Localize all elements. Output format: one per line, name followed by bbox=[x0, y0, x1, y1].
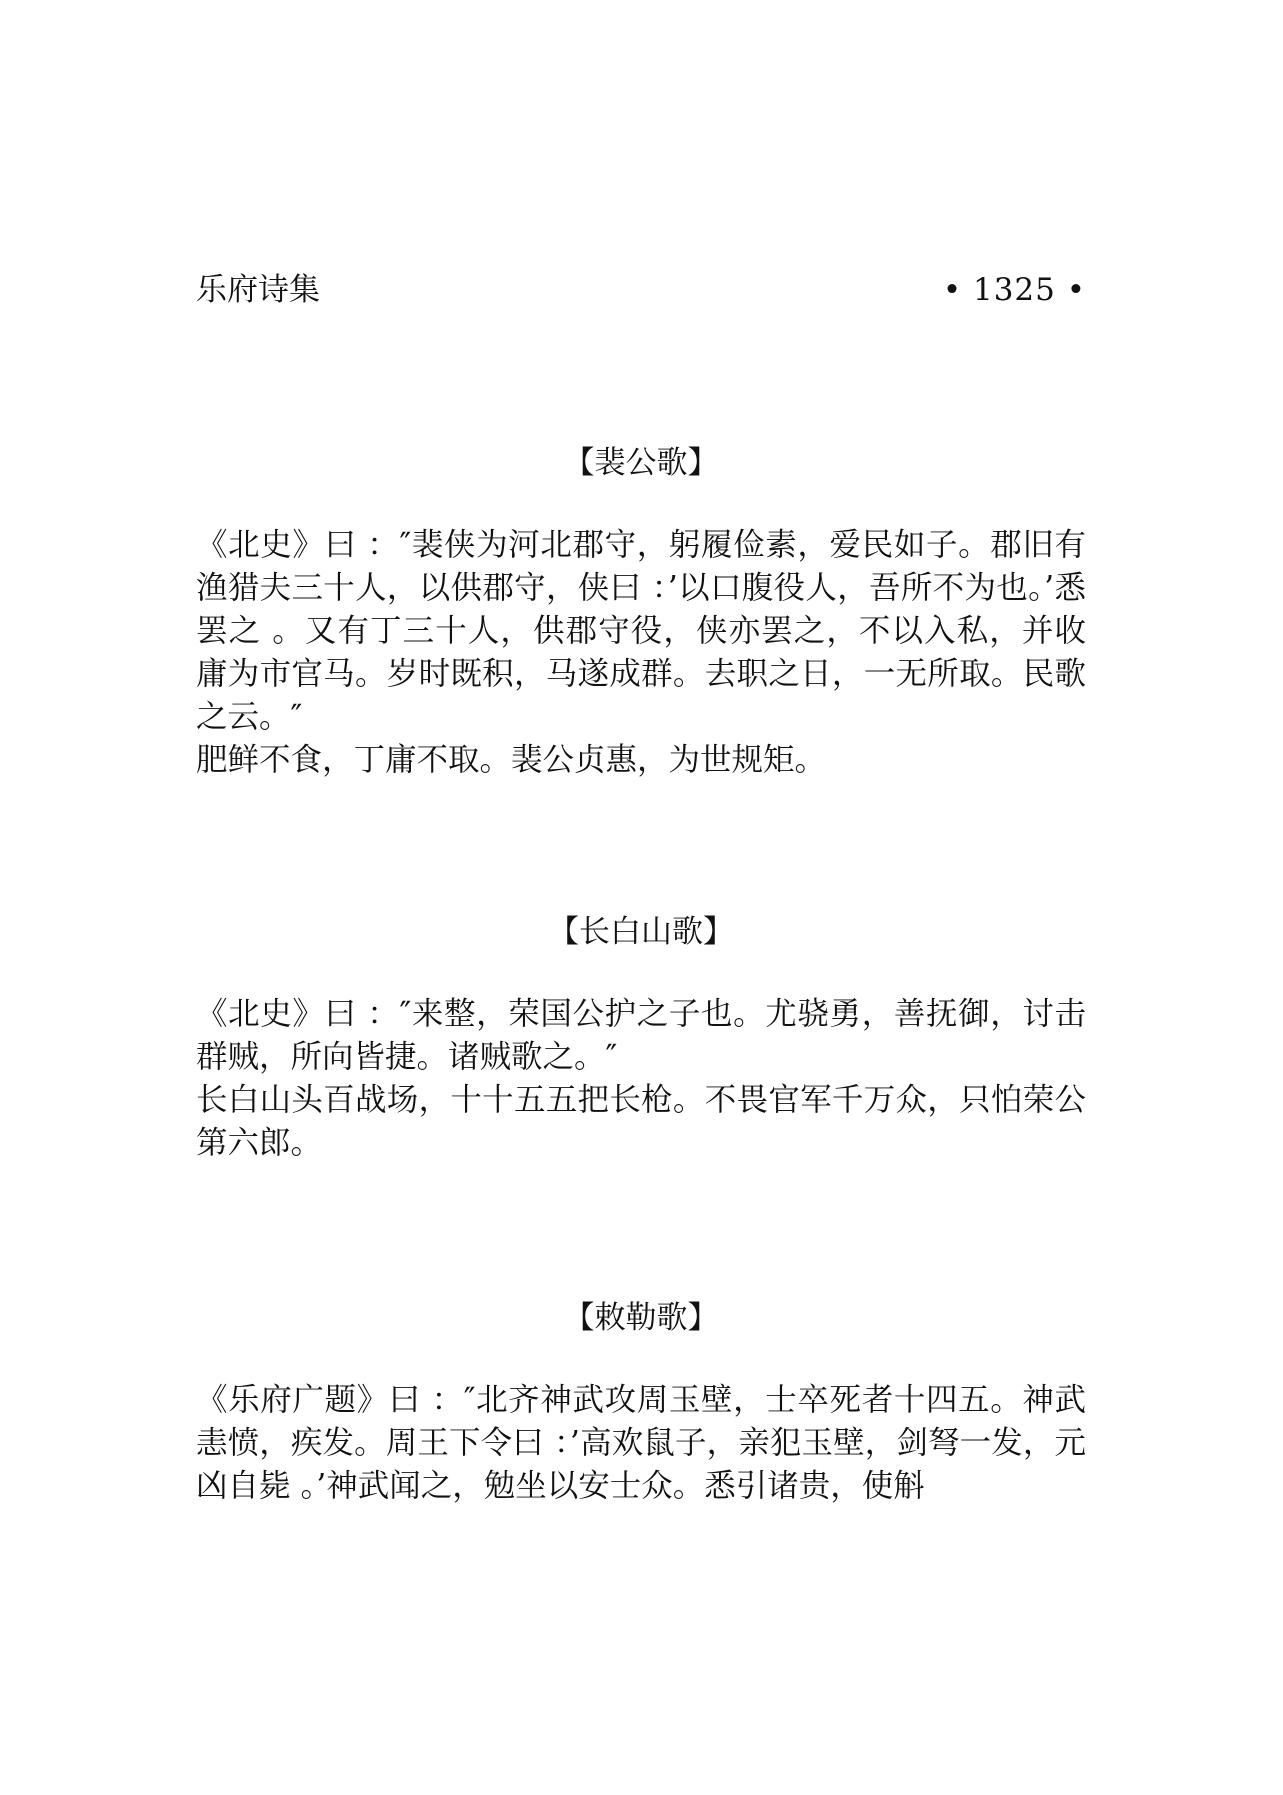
section-title-peigong-ge: 【裴公歌】 bbox=[563, 445, 719, 481]
section-body-peigong-ge bbox=[196, 524, 1086, 782]
book-title: 乐府诗集 bbox=[196, 272, 320, 308]
section-title-chile-ge: 【敕勒歌】 bbox=[563, 1300, 719, 1336]
section-title-changbaishan-ge: 【长白山歌】 bbox=[548, 914, 734, 950]
section-body-changbaishan-ge bbox=[196, 993, 1086, 1165]
song-text: 长白山头百战场，十十五五把长枪。不畏官军千万众，只怕荣公第六郎。 bbox=[196, 1082, 1086, 1161]
page-header bbox=[196, 268, 1086, 312]
section-intro: 《北史》曰 ：″裴侠为河北郡守，躬履俭素，爱民如子。郡旧有渔猎夫三十人，以供郡守，侠曰 ：’以口腹役人，吾所不为也。’悉罢之 。又有丁三十人，供郡守役，侠亦罢之，不以入私，并收庸为市官马。岁时既积，马遂成群。去职之日，一无所取。民歌之云。″ bbox=[196, 527, 1086, 735]
section-body-chile-ge bbox=[196, 1379, 1086, 1508]
section-intro: 《乐府广题》曰 ：″北齐神武攻周玉壁，士卒死者十四五。神武恚愤，疾发。周王下令曰 ：’高欢鼠子，亲犯玉壁，剑弩一发，元凶自毙 。’神武闻之，勉坐以安士众。悉引诸贵，使斛 bbox=[196, 1382, 1086, 1504]
song-text: 肥鲜不食，丁庸不取。裴公贞惠，为世规矩。 bbox=[196, 742, 827, 778]
page-number: • 1325 • bbox=[942, 272, 1086, 308]
section-intro: 《北史》曰 ：″来整，荣国公护之子也。尤骁勇，善抚御，讨击群贼，所向皆捷。诸贼歌之。″ bbox=[196, 996, 1086, 1075]
